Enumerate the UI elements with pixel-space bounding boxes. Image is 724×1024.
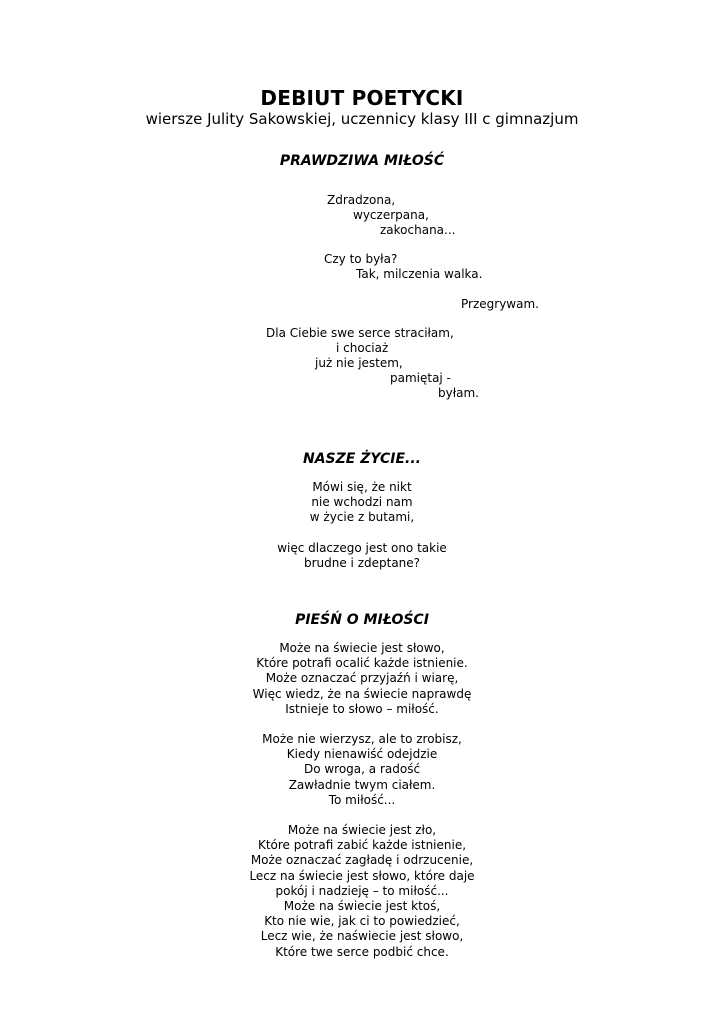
poem-line: Do wroga, a radość [303,762,421,777]
poem-line: już nie jestem, [315,356,403,370]
poem-line: Może na świecie jest zło, [287,823,437,838]
poem-body-piesn-o-milosci [0,641,724,960]
poem-line: Lecz wie, że naświecie jest słowo, [260,929,464,944]
poem-line: Które twe serce podbić chce. [275,944,449,959]
poem-line: Zdradzona, [327,193,396,207]
poem-line: Więc wiedz, że na świecie naprawdę [252,686,472,701]
poem-line: i chociaż [336,341,389,355]
poem-line: Może nie wierzysz, ale to zrobisz, [262,732,462,747]
poem-line: Może na świecie jest słowo, [279,641,445,655]
stanza-gap [0,808,724,823]
poem-line: Przegrywam. [461,297,539,311]
poem-line: zakochana... [380,223,456,237]
poem-line: Kto nie wie, jak ci to powiedzieć, [264,914,460,929]
poem-line: w życie z butami, [309,510,415,525]
poem-title-piesn-o-milosci: PIEŚŃ O MIŁOŚCI [295,612,429,628]
document-title: DEBIUT POETYCKI [260,86,464,110]
poem-line: Może oznaczać przyjaźń i wiarę, [265,671,459,686]
poem-title-nasze-zycie: NASZE ŻYCIE... [302,451,421,467]
poem-line: Dla Ciebie swe serce straciłam, [266,326,454,340]
poem-line: Może oznaczać zagładę i odrzucenie, [250,853,474,868]
stanza-gap [0,526,724,541]
poem-body-nasze-zycie [0,480,724,571]
poem-line: Istnieje to słowo – miłość. [285,701,439,716]
poem-line: Tak, milczenia walka. [356,267,483,281]
poem-line: Które potrafi zabić każde istnienie, [257,838,467,853]
poem-line: więc dlaczego jest ono takie [277,540,447,555]
poem-line: To miłość... [328,792,396,807]
poem-line: Może na świecie jest ktoś, [283,899,441,914]
poem-line: pokój i nadzieję – to miłość... [275,883,449,898]
poem-line: Czy to była? [324,252,398,266]
poem-line: nie wchodzi nam [311,495,413,510]
poem-line: Mówi się, że nikt [312,480,412,494]
stanza-gap [0,717,724,732]
poem-line: brudne i zdeptane? [303,555,421,570]
poem-line: pamiętaj - [390,371,451,385]
document-subtitle: wiersze Julity Sakowskiej, uczennicy klasy III c gimnazjum [145,110,579,128]
poem-line: Które potrafi ocalić każde istnienie. [256,656,468,671]
poem-line: Zawładnie twym ciałem. [288,777,436,792]
poem-line: wyczerpana, [353,208,429,222]
poem-line: byłam. [438,386,479,400]
poem-title-prawdziwa-milosc: PRAWDZIWA MIŁOŚĆ [279,153,445,169]
poem-line: Kiedy nienawiść odejdzie [286,747,438,762]
poem-line: Lecz na świecie jest słowo, które daje [249,868,475,883]
